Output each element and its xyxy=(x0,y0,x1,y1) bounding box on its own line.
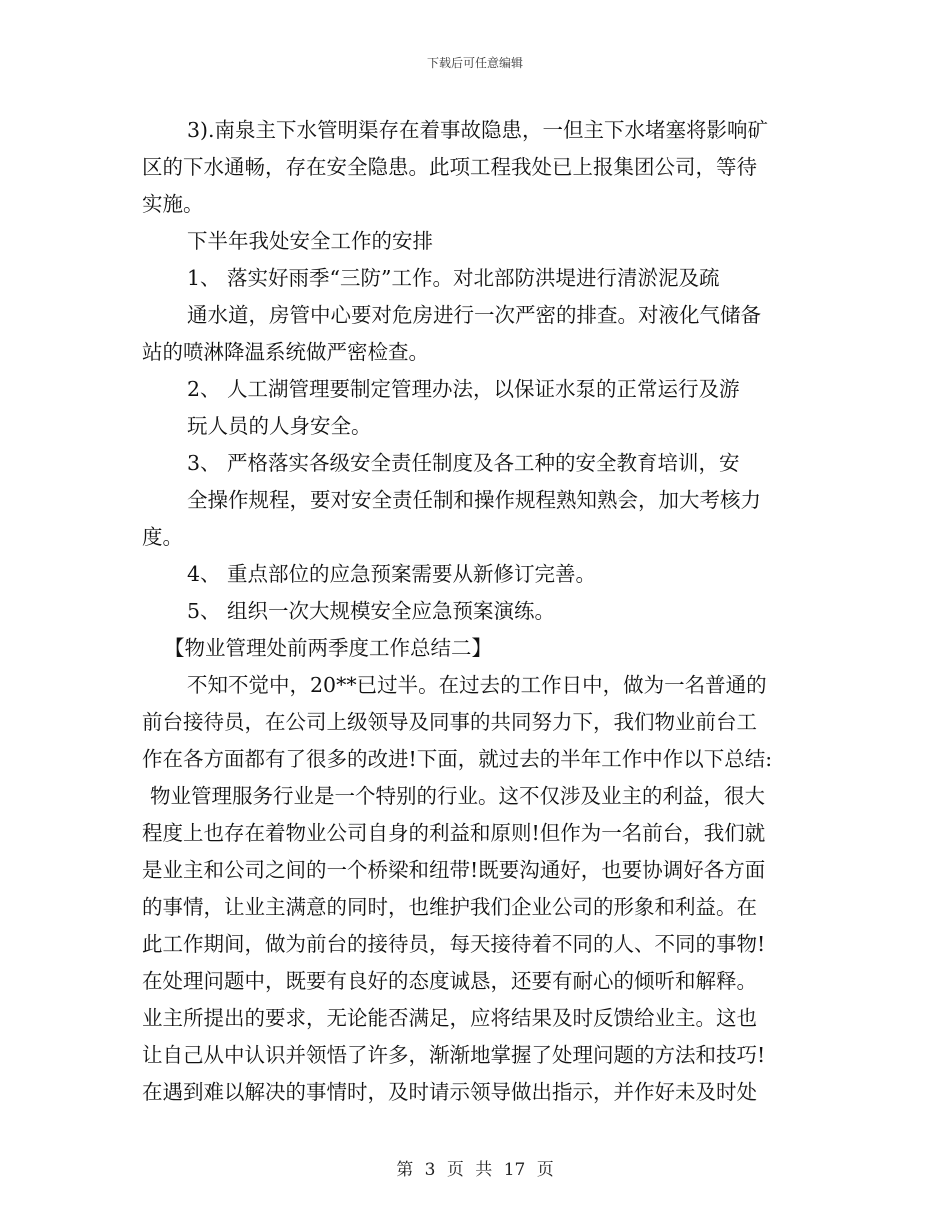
text-line: 5、 组织一次大规模安全应急预案演练。 xyxy=(187,599,556,623)
text-line: 3、 严格落实各级安全责任制度及各工种的安全教育培训，安 xyxy=(187,451,740,475)
text-line: 3).南泉主下水管明渠存在着事故隐患，一但主下水堵塞将影响矿 xyxy=(187,118,769,142)
text-line: 的事情，让业主满意的同时，也维护我们企业公司的形象和利益。在 xyxy=(142,895,757,919)
text-line: 在遇到难以解决的事情时，及时请示领导做出指示，并作好未及时处 xyxy=(142,1080,757,1104)
text-line: 此工作期间，做为前台的接待员，每天接待着不同的人、不同的事物! xyxy=(142,932,766,956)
text-line: 实施。 xyxy=(142,192,204,216)
text-line: 下半年我处安全工作的安排 xyxy=(187,229,433,253)
text-line: 【物业管理处前两季度工作总结二】 xyxy=(164,636,492,660)
document-body xyxy=(142,112,814,1111)
text-line: 物业管理服务行业是一个特别的行业。这不仅涉及业主的利益，很大 xyxy=(150,784,765,808)
text-line: 站的喷淋降温系统做严密检查。 xyxy=(142,340,429,364)
text-line: 业主所提出的要求，无论能否满足，应将结果及时反馈给业主。这也 xyxy=(142,1006,757,1030)
text-line: 是业主和公司之间的一个桥梁和纽带!既要沟通好，也要协调好各方面 xyxy=(142,858,766,882)
page-footer: 第 3 页 共 17 页 xyxy=(396,1160,554,1180)
text-line: 通水道，房管中心要对危房进行一次严密的排查。对液化气储备 xyxy=(187,303,761,327)
text-line: 作在各方面都有了很多的改进!下面，就过去的半年工作中作以下总结: xyxy=(142,747,773,771)
text-line: 2、 人工湖管理要制定管理办法，以保证水泵的正常运行及游 xyxy=(187,377,740,401)
text-line: 度。 xyxy=(142,525,183,549)
text-line: 区的下水通畅，存在安全隐患。此项工程我处已上报集团公司，等待 xyxy=(142,155,757,179)
page-header: 下载后可任意编辑 xyxy=(426,56,523,70)
text-line: 不知不觉中，20**已过半。在过去的工作日中，做为一名普通的 xyxy=(187,673,767,697)
text-line: 1、 落实好雨季“三防”工作。对北部防洪堤进行清淤泥及疏 xyxy=(187,266,720,290)
text-line: 全操作规程，要对安全责任制和操作规程熟知熟会，加大考核力 xyxy=(187,488,761,512)
text-line: 在处理问题中，既要有良好的态度诚恳，还要有耐心的倾听和解释。 xyxy=(142,969,757,993)
text-line: 4、 重点部位的应急预案需要从新修订完善。 xyxy=(187,562,597,586)
text-line: 让自己从中认识并领悟了许多，渐渐地掌握了处理问题的方法和技巧! xyxy=(142,1043,766,1067)
text-line: 前台接待员，在公司上级领导及同事的共同努力下，我们物业前台工 xyxy=(142,710,757,734)
text-line: 程度上也存在着物业公司自身的利益和原则!但作为一名前台，我们就 xyxy=(142,821,766,845)
text-line: 玩人员的人身安全。 xyxy=(187,414,372,438)
